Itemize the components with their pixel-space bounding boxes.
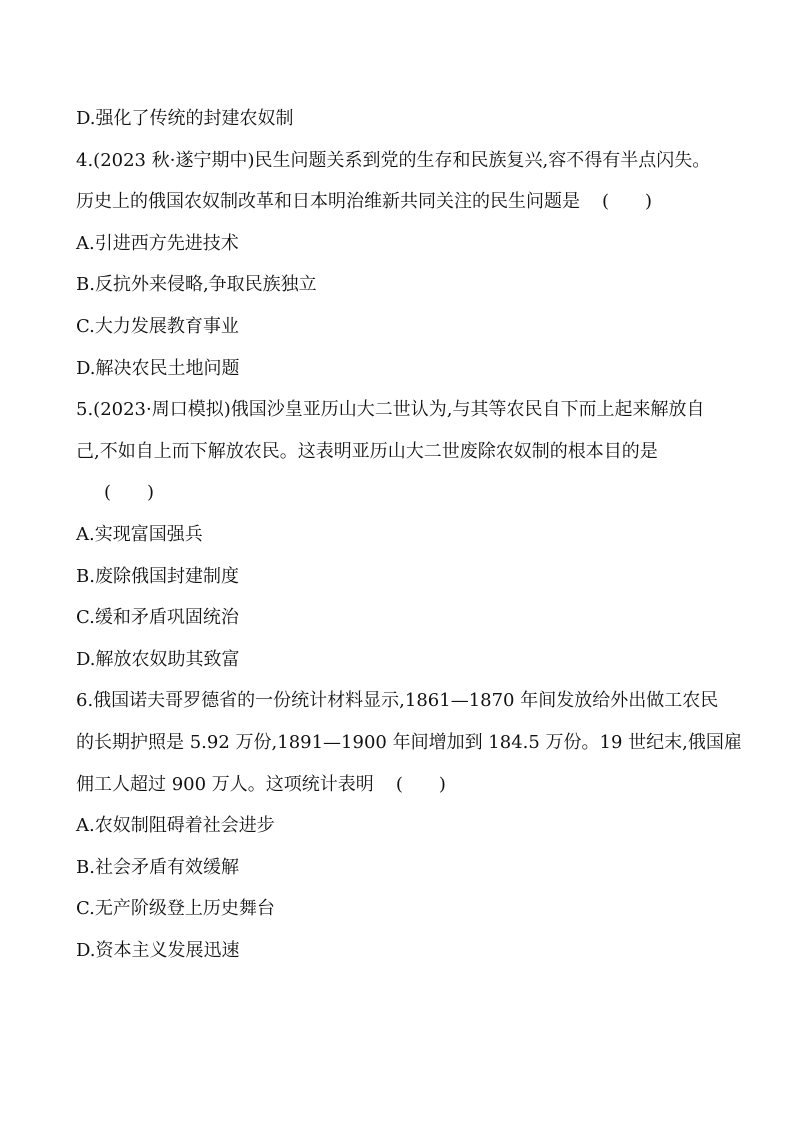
q5-answer-paren: ( )	[104, 482, 155, 504]
q3-option-d: D.强化了传统的封建农奴制	[76, 108, 294, 129]
q6-stem-line-2: 的长期护照是 5.92 万份,1891—1900 年间增加到 184.5 万份。19 世纪末,俄国雇	[76, 731, 742, 753]
q5-stem-line-1: 5.(2023·周口模拟)俄国沙皇亚历山大二世认为,与其等农民自下而上起来解放自	[76, 399, 705, 421]
q6-stem-line-1: 6.俄国诺夫哥罗德省的一份统计材料显示,1861—1870 年间发放给外出做工农民	[76, 690, 719, 712]
q6-option-d: D.资本主义发展迅速	[76, 939, 240, 961]
q6-option-a: A.农奴制阻碍着社会进步	[76, 815, 275, 837]
q4-stem-text: 历史上的俄国农奴制改革和日本明治维新共同关注的民生问题是	[76, 191, 580, 213]
question-4	[76, 140, 718, 390]
q4-stem-line-2	[76, 181, 718, 223]
q5-option-b: B.废除俄国封建制度	[76, 565, 239, 587]
q4-answer-paren: ( )	[602, 191, 653, 213]
q6-option-c: C.无产阶级登上历史舞台	[76, 898, 275, 920]
q5-stem-line-2: 己,不如自上而下解放农民。这表明亚历山大二世废除农奴制的根本目的是	[76, 440, 658, 462]
q6-answer-paren: ( )	[395, 773, 446, 795]
q4-stem-line-1: 4.(2023 秋·遂宁期中)民生问题关系到党的生存和民族复兴,容不得有半点闪失。	[76, 149, 711, 171]
q4-option-c: C.大力发展教育事业	[76, 315, 239, 337]
question-5	[76, 389, 718, 680]
q5-option-a: A.实现富国强兵	[76, 523, 203, 545]
question-6	[76, 680, 742, 971]
q4-option-b: B.反抗外来侵略,争取民族独立	[76, 274, 317, 296]
q4-option-d: D.解决农民土地问题	[76, 357, 240, 379]
q6-stem-text: 佣工人超过 900 万人。这项统计表明	[76, 773, 374, 795]
q4-option-a: A.引进西方先进技术	[76, 232, 239, 254]
q5-option-d: D.解放农奴助其致富	[76, 648, 240, 670]
q6-stem-line-3	[76, 764, 718, 806]
q6-option-b: B.社会矛盾有效缓解	[76, 856, 239, 878]
q5-option-c: C.缓和矛盾巩固统治	[76, 607, 239, 629]
